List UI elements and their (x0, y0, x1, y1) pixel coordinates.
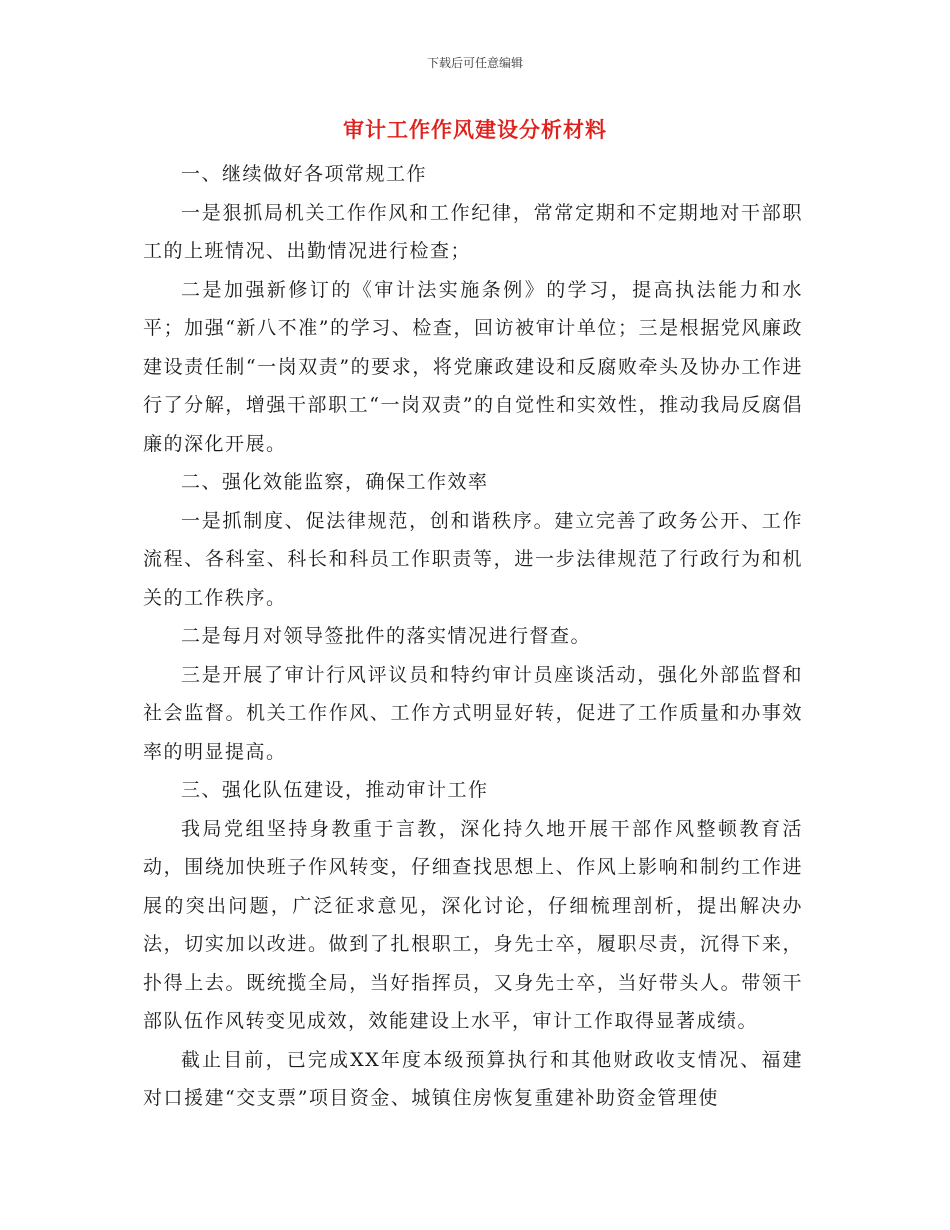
paragraph: 二是每月对领导签批件的落实情况进行督查。 (181, 625, 592, 647)
section-heading-3: 三、强化队伍建设，推动审计工作 (181, 779, 489, 801)
document-body (143, 155, 803, 1118)
page-header-note: 下载后可任意编辑 (426, 56, 523, 70)
document-title: 审计工作作风建设分析材料 (343, 117, 607, 142)
paragraph: 截止目前，已完成XX年度本级预算执行和其他财政收支情况、福建对口援建“交支票”项目资金、城镇住房恢复重建补助资金管理使 (143, 1048, 803, 1109)
paragraph: 我局党组坚持身教重于言教，深化持久地开展干部作风整顿教育活动，围绕加快班子作风转变，仔细查找思想上、作风上影响和制约工作进展的突出问题，广泛征求意见，深化讨论，仔细梳理剖析，提出解决办法，切实加以改进。做到了扎根职工，身先士卒，履职尽责，沉得下来，扑得上去。既统揽全局，当好指挥员，又身先士卒，当好带头人。带领干部队伍作风转变见成效，效能建设上水平，审计工作取得显著成绩。 (143, 817, 803, 1032)
section-heading-1: 一、继续做好各项常规工作 (181, 163, 428, 185)
paragraph: 三是开展了审计行风评议员和特约审计员座谈活动，强化外部监督和社会监督。机关工作作风、工作方式明显好转，促进了工作质量和办事效率的明显提高。 (143, 663, 803, 763)
paragraph: 二是加强新修订的《审计法实施条例》的学习，提高执法能力和水平；加强“新八不准”的学习、检查，回访被审计单位；三是根据党风廉政建设责任制“一岗双责”的要求，将党廉政建设和反腐败牵头及协办工作进行了分解，增强干部职工“一岗双责”的自觉性和实效性，推动我局反腐倡廉的深化开展。 (143, 278, 803, 455)
section-heading-2: 二、强化效能监察，确保工作效率 (181, 471, 489, 493)
paragraph: 一是抓制度、促法律规范，创和谐秩序。建立完善了政务公开、工作流程、各科室、科长和科员工作职责等，进一步法律规范了行政行为和机关的工作秩序。 (143, 509, 803, 609)
paragraph: 一是狠抓局机关工作作风和工作纪律，常常定期和不定期地对干部职工的上班情况、出勤情况进行检查； (143, 201, 803, 262)
